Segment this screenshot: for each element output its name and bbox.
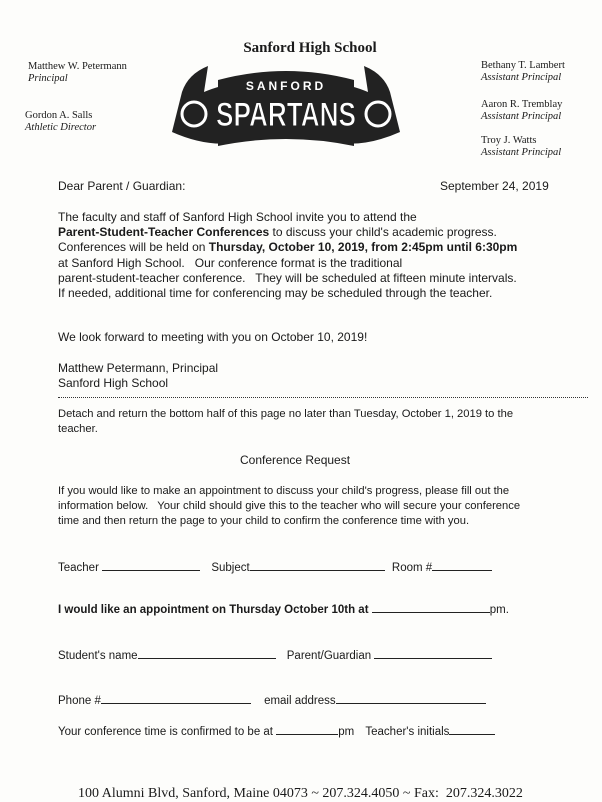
subject-label: Subject <box>211 562 250 574</box>
student-name-field[interactable] <box>138 647 276 659</box>
appointment-label: I would like an appointment on Thursday October 10th at <box>58 604 369 616</box>
detach-divider <box>58 397 588 398</box>
email-label: email address <box>264 695 336 707</box>
staff-title: Assistant Principal <box>481 72 562 83</box>
text-line: teacher. <box>58 423 98 436</box>
staff-assistant-principal <box>481 60 565 84</box>
room-label: Room # <box>391 562 433 574</box>
text-line: If needed, additional time for conferencing may be scheduled through the teacher. <box>58 286 493 301</box>
staff-title: Principal <box>28 73 68 84</box>
text: Conferences will be held on <box>58 240 209 255</box>
logo-text-main: SPARTANS <box>216 96 356 134</box>
school-name: Sanford High School <box>243 40 377 56</box>
student-label: Student's name <box>58 650 138 662</box>
staff-name: Matthew W. Petermann <box>28 61 127 72</box>
staff-assistant-principal <box>481 135 561 159</box>
staff-name: Aaron R. Tremblay <box>481 99 563 110</box>
text-line: Detach and return the bottom half of this page no later than Tuesday, October 1, 2019 to the <box>58 408 514 420</box>
bold-text: Parent-Student-Teacher Conferences <box>58 225 270 240</box>
form-title: Conference Request <box>240 453 351 467</box>
closing-line: We look forward to meeting with you on October 10, 2019! <box>58 330 368 344</box>
staff-title: Athletic Director <box>25 122 97 133</box>
pm-label: pm <box>338 726 355 738</box>
text: to discuss your child's academic progress. <box>269 225 497 240</box>
text-line <box>58 225 598 240</box>
initials-field[interactable] <box>449 723 495 735</box>
initials-label: Teacher's initials <box>365 726 450 738</box>
email-field[interactable] <box>336 692 486 704</box>
bold-text: Thursday, October 10, 2019, from 2:45pm until 6:30pm <box>208 240 518 255</box>
phone-label: Phone # <box>58 695 101 707</box>
staff-name: Gordon A. Salls <box>25 110 93 121</box>
text-line: The faculty and staff of Sanford High School invite you to attend the <box>58 210 417 224</box>
room-field[interactable] <box>432 559 492 571</box>
staff-title: Assistant Principal <box>481 147 562 158</box>
spartans-logo <box>168 62 404 154</box>
phone-field[interactable] <box>101 692 251 704</box>
teacher-field[interactable] <box>102 559 200 571</box>
staff-athletic-director <box>25 110 96 134</box>
row-phone-email <box>58 692 486 709</box>
staff-title: Assistant Principal <box>481 111 562 122</box>
form-intro <box>58 484 520 530</box>
text-line: information below. Your child should give this to the teacher who will secure your conference <box>58 500 521 513</box>
parent-label: Parent/Guardian <box>286 650 372 662</box>
text-line: If you would like to make an appointment to discuss your child's progress, please fill out the <box>58 485 510 497</box>
staff-assistant-principal <box>481 99 562 123</box>
parent-field[interactable] <box>374 647 492 659</box>
logo-text-top: SANFORD <box>245 79 327 93</box>
teacher-label: Teacher <box>58 562 99 574</box>
row-appointment <box>58 601 509 618</box>
staff-name: Troy J. Watts <box>481 135 537 146</box>
subject-field[interactable] <box>250 559 385 571</box>
signature-name: Matthew Petermann, Principal <box>58 361 219 375</box>
appointment-time-field[interactable] <box>372 601 490 613</box>
staff-principal <box>28 61 127 85</box>
row-teacher-subject-room <box>58 559 492 576</box>
signature-school: Sanford High School <box>58 376 169 390</box>
letter-date: September 24, 2019 <box>440 179 549 193</box>
salutation: Dear Parent / Guardian: <box>58 179 186 193</box>
row-confirmation <box>58 723 495 740</box>
row-student-parent <box>58 647 492 664</box>
detach-instruction <box>58 407 513 437</box>
staff-name: Bethany T. Lambert <box>481 60 565 71</box>
pm-label: pm. <box>489 604 509 616</box>
text-line: parent-student-teacher conference. They will be scheduled at fifteen minute intervals. <box>58 270 517 285</box>
text-line: time and then return the page to your child to confirm the conference time with you. <box>58 515 470 528</box>
footer-address: 100 Alumni Blvd, Sanford, Maine 04073 ~ 207.324.4050 ~ Fax: 207.324.3022 <box>78 786 523 801</box>
text-line <box>58 240 598 255</box>
letter-paragraph <box>58 210 598 301</box>
confirm-time-field[interactable] <box>276 723 338 735</box>
text-line: at Sanford High School. Our conference format is the traditional <box>58 255 403 270</box>
confirm-label: Your conference time is confirmed to be at <box>58 726 273 738</box>
